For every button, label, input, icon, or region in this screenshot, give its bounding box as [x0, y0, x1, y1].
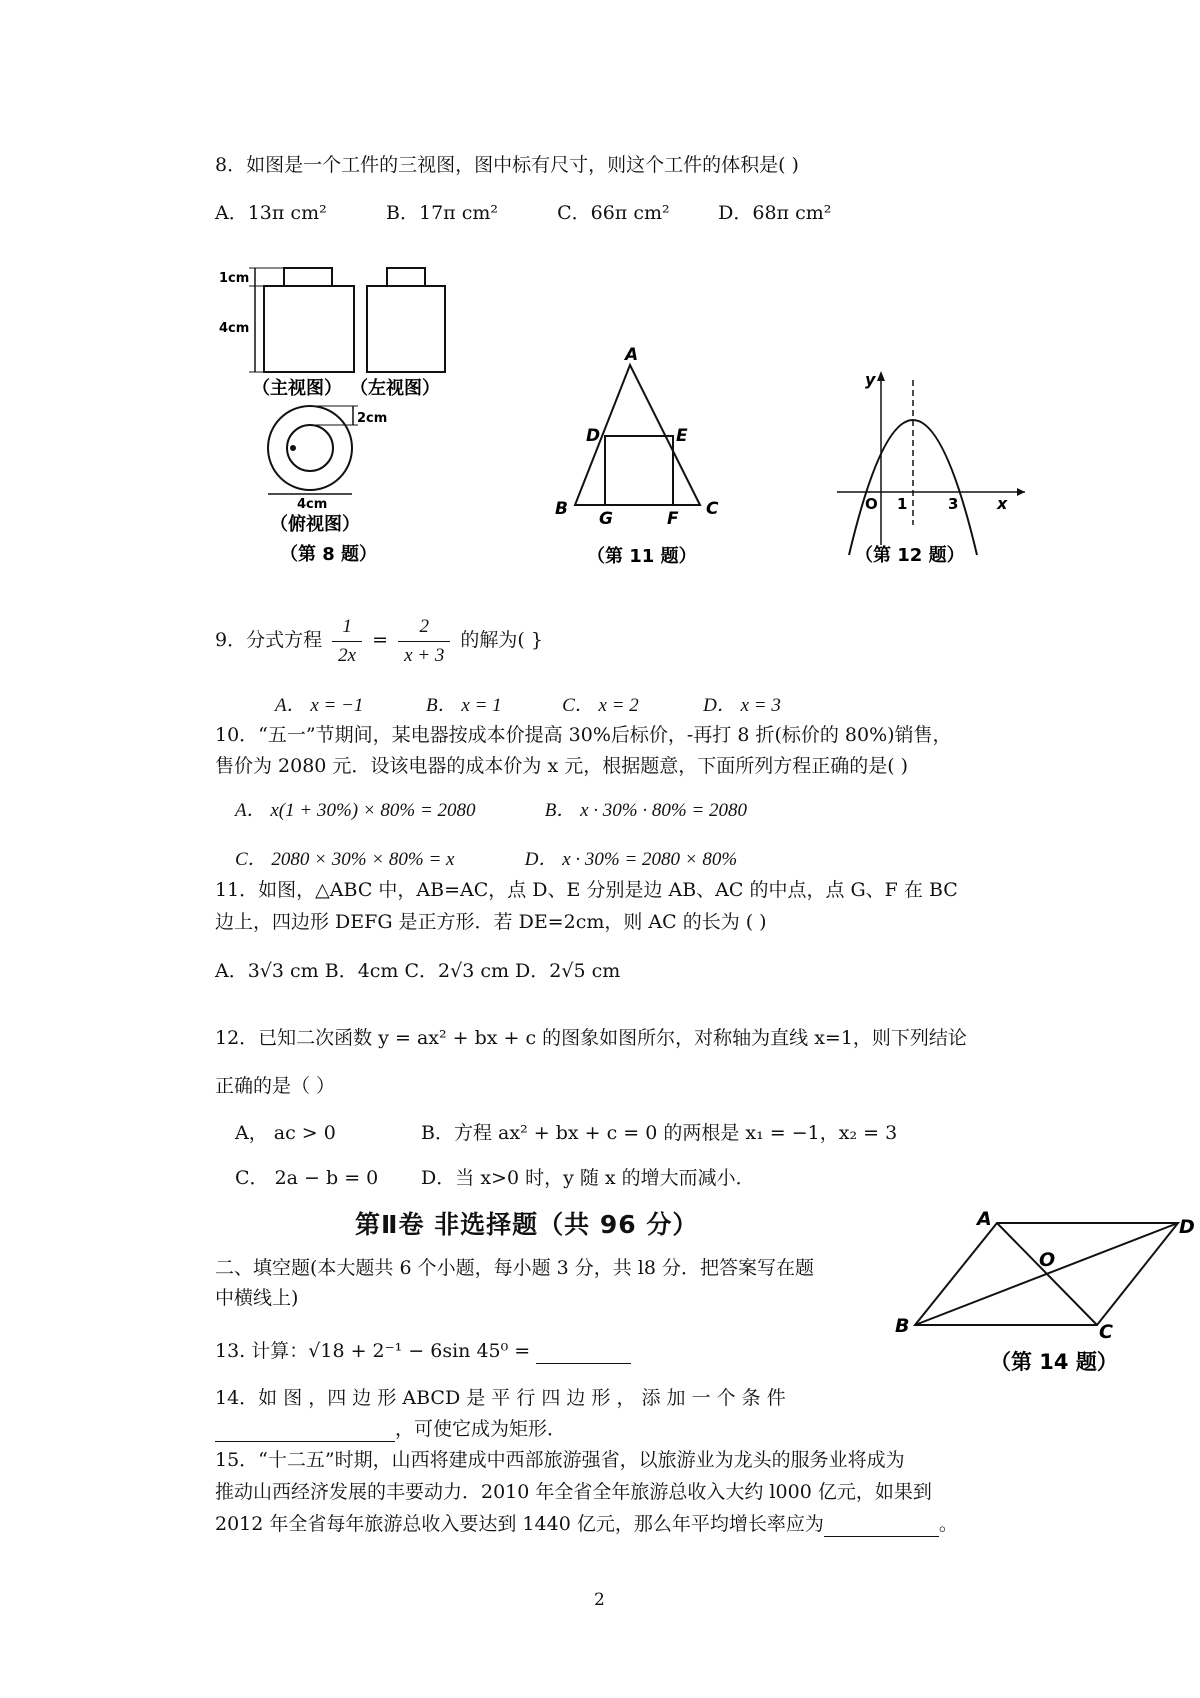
q9-rhs-fraction: [398, 613, 450, 670]
q15-answer-blank: [824, 1516, 939, 1537]
q12-option-d: D．当 x>0 时，y 随 x 的增大而减小．: [421, 1167, 755, 1189]
dim-2cm: 2cm: [357, 411, 388, 426]
q12-option-c: C． 2a − b = 0: [235, 1167, 379, 1189]
q8-option-a: A．13π cm²: [215, 202, 327, 224]
axis-y-label: y: [865, 370, 876, 389]
figure-8-three-views: [219, 258, 515, 578]
part2-line1: 二、填空题(本大题共 6 个小题，每小题 3 分，共 l8 分．把答案写在题: [215, 1257, 814, 1279]
q10-line2: 售价为 2080 元．设该电器的成本价为 x 元，根据题意，下面所列方程正确的是( ): [215, 755, 909, 777]
q14-line2: [215, 1416, 566, 1442]
q9-lhs-num: 1: [332, 613, 362, 642]
q15-line3: [215, 1511, 958, 1537]
q14-line1: 14．如 图 ，四 边 形 ABCD 是 平 行 四 边 形 ， 添 加 一 个 条 件: [215, 1387, 786, 1409]
q10-options-ab: [235, 798, 747, 824]
q9: [215, 610, 543, 670]
part2-line2: 中横线上): [215, 1287, 299, 1309]
dim-1cm: 1cm: [219, 271, 250, 286]
q8-stem: 8．如图是一个工件的三视图，图中标有尺寸，则这个工件的体积是( ): [215, 154, 799, 176]
label-b: B: [895, 1315, 910, 1337]
q10-option-d: D． x · 30% = 2080 × 80%: [524, 849, 738, 870]
q9-option-a: A． x = −1: [275, 695, 364, 716]
q15-line1: 15．“十二五”时期，山西将建成中西部旅游强省，以旅游业为龙头的服务业将成为: [215, 1449, 905, 1471]
figure-8-caption: （第 8 题）: [280, 544, 378, 565]
figure-11-caption: （第 11 题）: [587, 546, 697, 567]
q14-answer-blank: [215, 1421, 395, 1442]
q9-equals: =: [372, 629, 389, 651]
label-o: O: [1039, 1249, 1056, 1271]
q9-rhs-den: x + 3: [404, 644, 445, 666]
q9-option-d: D． x = 3: [703, 695, 781, 716]
label-c: C: [706, 499, 719, 519]
figure-12-caption: （第 12 题）: [855, 545, 965, 566]
q10-options-cd: [235, 847, 737, 873]
figure-12-parabola: [825, 365, 1035, 575]
q10-option-a: A． x(1 + 30%) × 80% = 2080: [235, 800, 476, 821]
q12-option-a: A， ac > 0: [235, 1122, 336, 1144]
label-g: G: [599, 509, 613, 529]
label-d: D: [1179, 1216, 1195, 1238]
q13-answer-blank: [536, 1343, 631, 1364]
label-d: D: [586, 426, 601, 446]
q12-options-cd: [235, 1165, 755, 1191]
q14-line2-suffix: ，可使它成为矩形．: [395, 1418, 567, 1440]
q8-option-b: B．17π cm²: [386, 202, 498, 224]
q12-line1: 12．已知二次函数 y = ax² + bx + c 的图象如图所尔，对称轴为直线 x=1，则下列结论: [215, 1027, 967, 1049]
label-e: E: [676, 426, 688, 446]
q13-text: 13. 计算：√18 + 2⁻¹ − 6sin 45⁰ =: [215, 1340, 537, 1362]
q9-suffix: 的解为( }: [460, 629, 543, 651]
q9-lhs-fraction: [332, 613, 362, 670]
q8-option-c: C．66π cm²: [557, 202, 670, 224]
tick-3: 3: [948, 495, 959, 513]
figure-14-parallelogram: [895, 1205, 1195, 1395]
q15-line3-text: 2012 年全省每年旅游总收入要达到 1440 亿元，那么年平均增长率应为: [215, 1513, 824, 1535]
caption-top-view: （俯视图）: [270, 514, 360, 535]
q11-line1: 11．如图，△ABC 中，AB=AC，点 D、E 分别是边 AB、AC 的中点，点 G、F 在 BC: [215, 879, 958, 901]
q15-line3-end: 。: [938, 1513, 958, 1535]
q10-line1: 10．“五一”节期间，某电器按成本价提高 30%后标价，-再打 8 折(标价的 80%)销售，: [215, 724, 952, 746]
caption-left-view: （左视图）: [350, 378, 440, 399]
section-title: 第Ⅱ卷 非选择题（共 96 分）: [355, 1210, 699, 1239]
label-b: B: [555, 499, 568, 519]
q8-option-d: D．68π cm²: [718, 202, 832, 224]
label-f: F: [667, 509, 679, 529]
q9-rhs-num: 2: [398, 613, 450, 642]
label-a: A: [977, 1208, 992, 1230]
dim-4cm-bottom: 4cm: [297, 497, 328, 512]
figure-11-triangle: [545, 340, 745, 580]
q11-line2: 边上，四边形 DEFG 是正方形．若 DE=2cm，则 AC 的长为 ( ): [215, 911, 767, 933]
q12-options-ab: [235, 1120, 897, 1146]
axis-x-label: x: [997, 494, 1008, 513]
page-number: 2: [594, 1590, 605, 1610]
dim-4cm: 4cm: [219, 321, 250, 336]
q12-line2: 正确的是（ ）: [215, 1075, 336, 1097]
q12-option-b: B．方程 ax² + bx + c = 0 的两根是 x₁ = −1，x₂ = 3: [421, 1122, 898, 1144]
tick-1: 1: [897, 495, 908, 513]
label-c: C: [1099, 1321, 1113, 1343]
label-a: A: [625, 345, 639, 365]
figure-14-caption: （第 14 题）: [990, 1350, 1118, 1374]
caption-main-view: （主视图）: [252, 378, 342, 399]
q15-line2: 推动山西经济发展的丰要动力．2010 年全省全年旅游总收入大约 l000 亿元，如果到: [215, 1481, 932, 1503]
q9-option-c: C． x = 2: [562, 695, 639, 716]
q9-options: [275, 692, 781, 719]
q9-prefix: 9．分式方程: [215, 629, 323, 651]
q9-lhs-den: 2x: [338, 644, 357, 666]
q11-options: A．3√3 cm B．4cm C．2√3 cm D．2√5 cm: [215, 960, 621, 982]
q10-option-b: B． x · 30% · 80% = 2080: [544, 800, 748, 821]
q9-option-b: B． x = 1: [426, 695, 502, 716]
q8-options: [215, 200, 831, 226]
q10-option-c: C． 2080 × 30% × 80% = x: [235, 849, 455, 870]
origin-label: O: [865, 495, 878, 513]
q13: [215, 1338, 631, 1364]
